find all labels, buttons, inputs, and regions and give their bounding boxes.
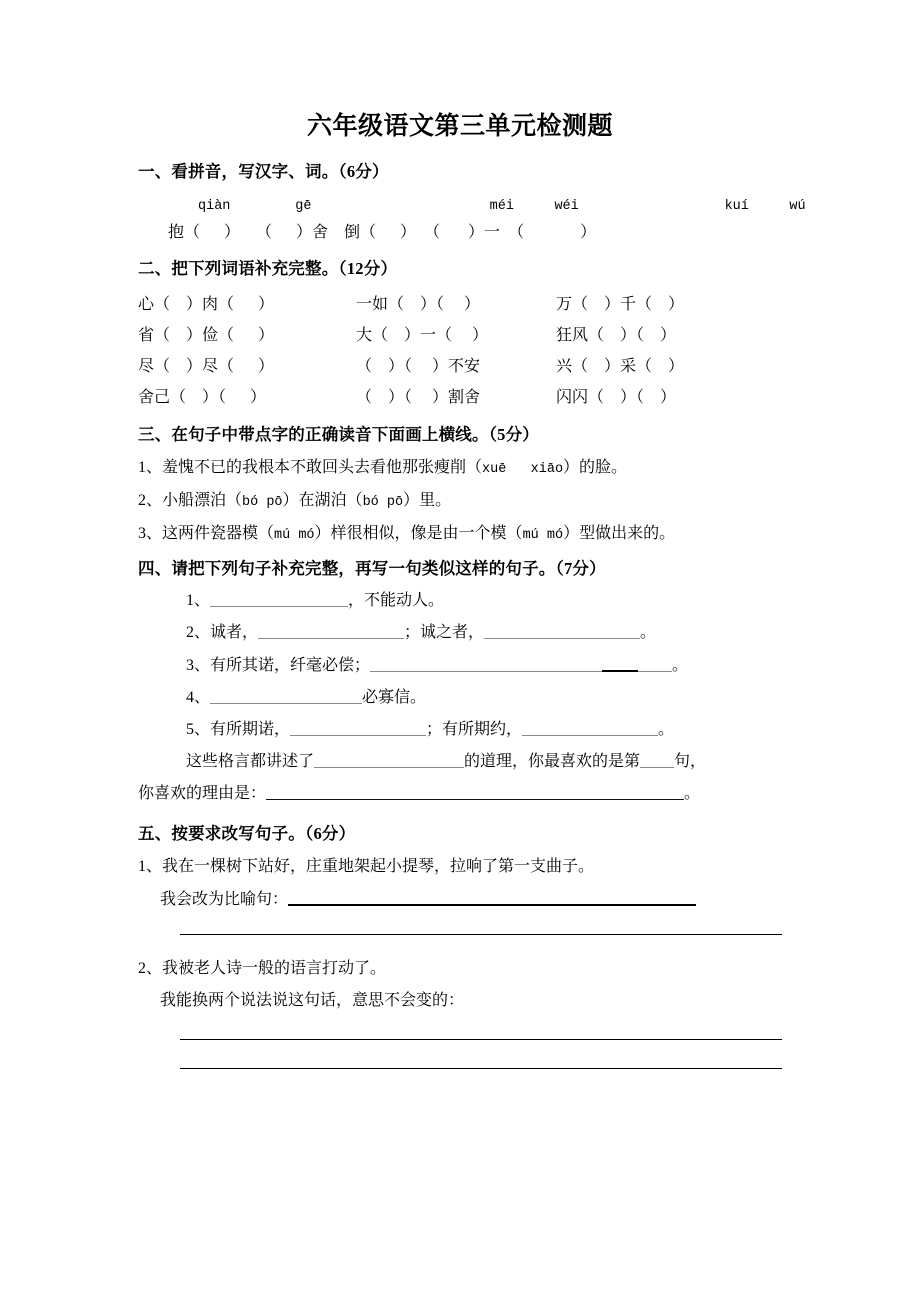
section-4-item-1 — [138, 591, 782, 611]
idiom-cell: 舍己（ ）（ ） — [138, 389, 267, 407]
idiom-cell: 尽（ ）尽（ ） — [138, 358, 275, 376]
idiom-cell: 万（ ）千（ ） — [556, 296, 685, 314]
item-text: 诚者， — [210, 624, 259, 642]
answer-blank[interactable] — [210, 688, 362, 704]
section-4-item-5 — [138, 720, 782, 740]
item-sentence: 我在一棵树下站好，庄重地架起小提琴，拉响了第一支曲子。 — [162, 857, 595, 875]
item-text-end: ，不能动人。 — [348, 592, 445, 610]
item-number: 5、 — [186, 721, 211, 739]
item-number: 3、 — [138, 524, 163, 542]
page-title: 六年级语文第三单元检测题 — [306, 113, 613, 140]
pinyin-option: mú mó — [274, 527, 315, 543]
idiom-cell: 一如（ ）（ ） — [356, 296, 481, 314]
idiom-cell: （ ）（ ）割舍 — [356, 389, 481, 407]
prompt-label: 我能换两个说法说这句话，意思不会变的： — [160, 991, 465, 1009]
table-row — [138, 349, 758, 380]
item-text-mid: ；有所期约， — [426, 721, 523, 739]
item-text-end: 。 — [640, 624, 657, 642]
item-text: 羞愧不已的我根本不敢回头去看他那张瘦削（ — [162, 459, 483, 477]
answer-blank[interactable] — [288, 889, 696, 906]
reason-blank[interactable] — [266, 784, 684, 800]
answer-blank[interactable] — [210, 591, 348, 607]
item-number: 2、 — [186, 624, 211, 642]
idiom-completion-table — [138, 287, 758, 411]
section-3-heading: 三、在句子中带点字的正确读音下面画上横线。（5分） — [138, 425, 539, 445]
closing-mid: 的道理，你最喜欢的是第 — [464, 753, 641, 771]
answer-blank[interactable] — [258, 623, 404, 639]
closing-tail: 句， — [674, 753, 707, 771]
item-number: 2、 — [138, 491, 163, 509]
answer-rule[interactable] — [180, 1068, 782, 1069]
section-4-heading: 四、请把下列句子补充完整，再写一句类似这样的句子。（7分） — [138, 558, 606, 578]
answer-blank[interactable] — [522, 720, 658, 736]
item-number: 1、 — [138, 857, 163, 875]
item-text: 小船漂泊（ — [162, 491, 243, 509]
item-number: 2、 — [138, 959, 163, 977]
table-row — [138, 287, 758, 318]
section-3-item-2 — [138, 491, 782, 512]
item-text-end: 必寡信。 — [362, 689, 427, 707]
item-text-end: ）型做出来的。 — [563, 524, 676, 542]
section-4-item-3 — [138, 655, 782, 676]
idiom-cell: 大（ ）一（ ） — [356, 327, 489, 345]
item-text-end: 。 — [658, 721, 675, 739]
item-text-mid: ）样很相似，像是由一个模（ — [314, 524, 523, 542]
section-1-answer-row — [138, 223, 782, 243]
closing-lead: 这些格言都讲述了 — [186, 753, 315, 771]
item-text-end: 。 — [672, 657, 689, 675]
pinyin-option: mú mó — [522, 527, 564, 543]
item-text: 这两件瓷器模（ — [162, 524, 275, 542]
item-text-mid: ；诚之者， — [404, 624, 485, 642]
item-text: 有所其诺，纤毫必偿； — [210, 657, 371, 675]
blank-word-2: （ ）舍 — [256, 223, 329, 241]
item-text-end: ）里。 — [403, 491, 452, 509]
item-sentence: 我被老人诗一般的语言打动了。 — [162, 959, 387, 977]
section-4-item-4 — [138, 688, 782, 708]
idiom-cell: 心（ ）肉（ ） — [138, 296, 275, 314]
answer-blank[interactable] — [640, 752, 674, 768]
section-5-item-2 — [138, 959, 782, 979]
table-row — [138, 318, 758, 349]
section-5-item-1-prompt — [138, 889, 782, 910]
item-text-end: ）的脸。 — [563, 459, 628, 477]
item-number: 1、 — [186, 592, 211, 610]
answer-blank[interactable] — [290, 720, 426, 736]
blank-word-1: 抱（ ） — [168, 223, 241, 241]
answer-blank[interactable] — [314, 752, 464, 768]
item-text-mid: ）在湖泊（ — [282, 491, 363, 509]
section-4-closing-line — [138, 752, 782, 772]
page-content — [138, 0, 806, 1069]
blank-word-3: 倒（ ） — [344, 223, 417, 241]
reason-end: 。 — [684, 785, 701, 803]
prompt-label: 我会改为比喻句： — [160, 890, 289, 908]
section-3-item-3 — [138, 524, 782, 545]
blank-word-4: （ ）一 — [424, 223, 501, 241]
answer-blank-emphasis[interactable] — [602, 655, 638, 672]
section-2-heading: 二、把下列词语补充完整。（12分） — [138, 258, 398, 278]
pinyin-option: bó pō — [242, 494, 283, 510]
idiom-cell: 闪闪（ ）（ ） — [556, 389, 677, 407]
idiom-cell: 狂风（ ）（ ） — [556, 327, 677, 345]
pinyin-option: xuē xiāo — [482, 462, 564, 478]
table-row — [138, 380, 758, 411]
item-number: 3、 — [186, 657, 211, 675]
section-1-pinyin-row: qiàn gē méi wéi kuí wú — [198, 198, 806, 214]
blank-word-5: （ ） — [508, 223, 597, 241]
section-5-heading: 五、按要求改写句子。（6分） — [138, 824, 356, 844]
section-5-item-2-prompt — [138, 991, 782, 1011]
section-1-heading: 一、看拼音，写汉字、词。（6分） — [138, 162, 389, 181]
reason-label: 你喜欢的理由是： — [138, 785, 267, 803]
section-4-item-2 — [138, 623, 782, 643]
answer-blank[interactable] — [638, 656, 672, 672]
idiom-cell: （ ）（ ）不安 — [356, 358, 481, 376]
section-4-reason-line — [138, 784, 782, 804]
item-text: 有所期诺， — [210, 721, 291, 739]
item-number: 4、 — [186, 689, 211, 707]
item-number: 1、 — [138, 459, 163, 477]
idiom-cell: 兴（ ）采（ ） — [556, 358, 685, 376]
idiom-cell: 省（ ）俭（ ） — [138, 327, 275, 345]
pinyin-option: bó pō — [362, 494, 404, 510]
section-5-item-1 — [138, 857, 782, 877]
answer-blank[interactable] — [370, 656, 602, 672]
answer-blank[interactable] — [484, 623, 640, 639]
section-3-item-1 — [138, 458, 782, 479]
